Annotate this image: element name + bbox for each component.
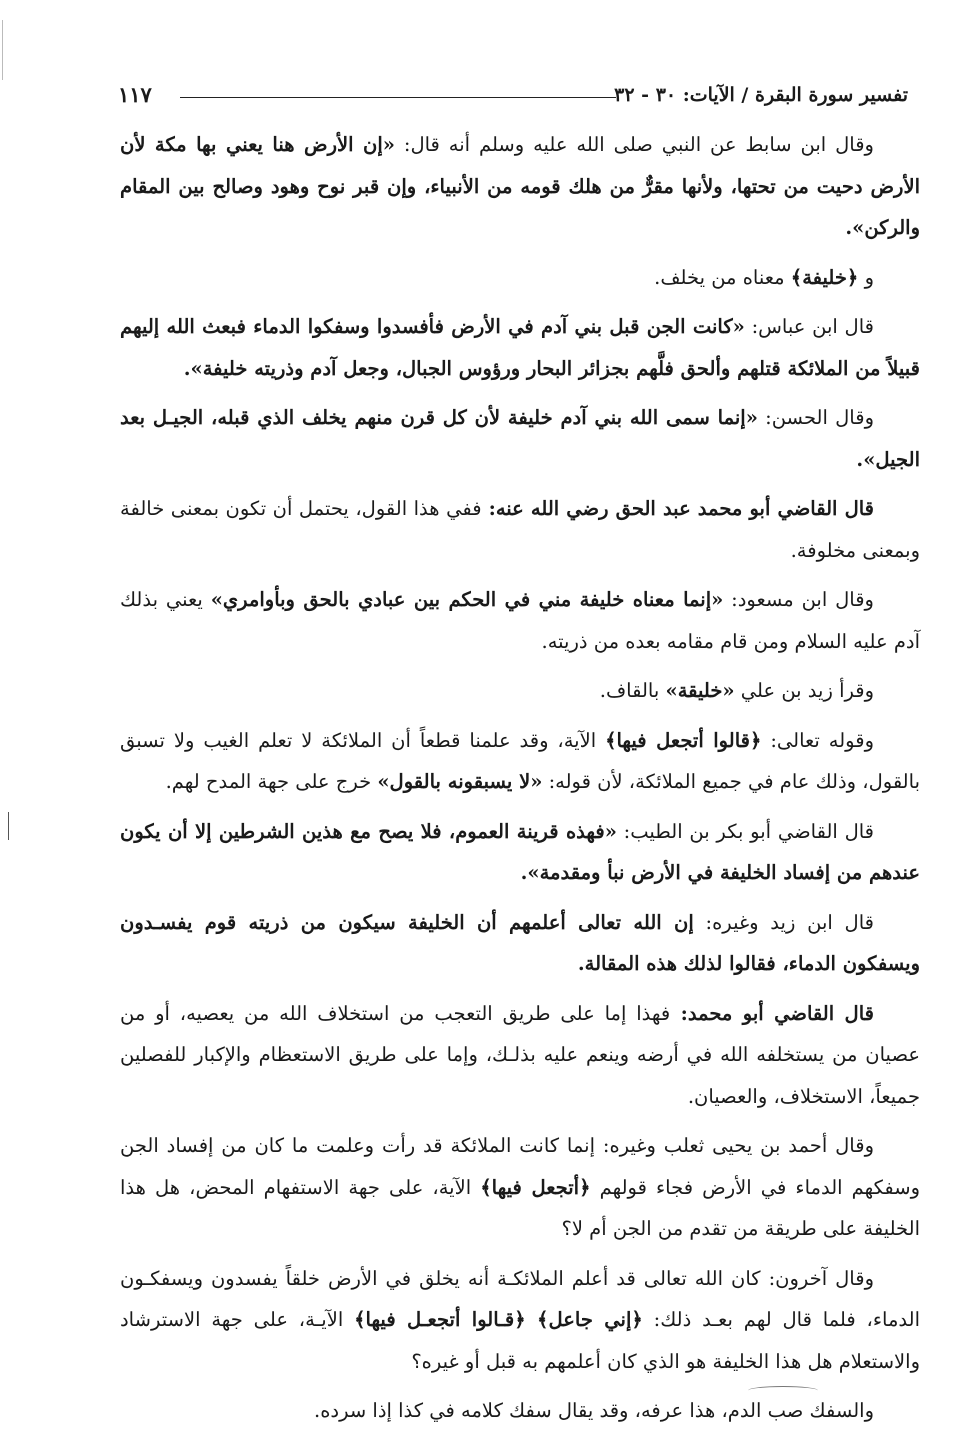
text-run: وقال الحسن: bbox=[757, 406, 874, 429]
page-number: ١١٧ bbox=[118, 82, 152, 107]
paragraph bbox=[120, 579, 920, 662]
text-run: وقال ابن سابط عن النبي صلى الله عليه وسلم أنه قال: bbox=[394, 133, 874, 156]
text-run: وقال ابن مسعود: bbox=[723, 588, 874, 611]
text-run: كان الله تعالى قد أعلم الملائكـة أنه يخلق في الأرض خلقاً يفسدون ويسفكـون الدماء، فلما قال لهم بعـد ذلك: bbox=[120, 1266, 920, 1331]
bold-text-run: «إن الأرض هنا يعني بها مكة لأن الأرض دحيت من تحتها، ولأنها مقرٌّ من هلك قومه من الأنبياء، وإن قبر نوح وهود وصالح بين المقام والركن». bbox=[120, 133, 920, 239]
text-run: و bbox=[858, 265, 874, 289]
text-run: قال ابن زيد وغيره: bbox=[693, 910, 874, 934]
bold-text-run: قال القاضي أبو محمد عبد الحق رضي الله عنه: bbox=[481, 497, 874, 520]
bold-text-run: ﴿إني جاعل﴾ ﴿قـالوا أتجعـل فيها﴾ bbox=[354, 1308, 643, 1331]
text-run: الآية، على جهة الاستفهام المحض، هل هذا الخليفة على طريقة من تقدم من الجن أم لا؟ bbox=[120, 1175, 920, 1240]
paragraph bbox=[120, 124, 920, 249]
text-run: والسفك صب الدم، هذا عرفه، وقد يقال سفك كلامه في كذا إذا سرده. bbox=[314, 1399, 874, 1422]
text-run: الآية، وقد علمنا قطعاً أن الملائكة لا تعلم الغيب ولا تسبق بالقول، وذلك عام في جميع الملائكة، لأن قوله: bbox=[120, 728, 920, 793]
paragraph bbox=[120, 993, 920, 1118]
text-run: ففي هذا القول، يحتمل أن تكون بمعنى خالفة وبمعنى مخلوفة. bbox=[120, 497, 920, 562]
bold-text-run: إن الله تعالى أعلمهم أن الخليفة سيكون من ذريته قوم يفسـدون ويسفكون الدماء، فقالوا لذلك هذه المقالة. bbox=[120, 910, 920, 975]
page-header bbox=[118, 78, 908, 112]
bold-text-run: ﴿قالوا أتجعل فيها﴾ bbox=[605, 728, 762, 752]
margin-mark bbox=[8, 812, 9, 840]
paragraph bbox=[120, 306, 920, 389]
bold-text-run: «كانت الجن قبل بني آدم في الأرض فأفسدوا وسفكوا الدماء فبعث الله إليهم قبيلاً من الملائكة قتلهم وألحق فلَّهم بجزائر البحار ورؤوس الجبال، وجعل آدم وذريته خليفة». bbox=[120, 315, 920, 380]
bold-text-run: «فهذه قرينة العموم، فلا يصح مع هذين الشرطين إلا أن يكون عندهم من إفساد الخليفة في الأرض نبأ ومقدمة». bbox=[120, 819, 920, 884]
bold-text-run: «خليقة» bbox=[665, 679, 735, 702]
paragraph bbox=[120, 720, 920, 803]
paragraph bbox=[120, 1125, 920, 1250]
paragraph bbox=[120, 1258, 920, 1383]
text-run: قال ابن عباس: bbox=[744, 315, 874, 338]
bold-text-run: قال القاضي أبو محمد: bbox=[670, 1001, 874, 1025]
paragraph bbox=[120, 670, 920, 712]
paragraph bbox=[120, 902, 920, 985]
bold-text-run: «إنما سمى الله بني آدم خليفة لأن كل قرن منهم يخلف الذي قبله، الجيـل بعد الجيل». bbox=[120, 406, 920, 471]
running-title: تفسير سورة البقرة / الآيات: ٣٠ - ٣٢ bbox=[614, 84, 908, 106]
paragraph bbox=[120, 257, 920, 299]
text-run: إنما كانت الملائكة قد رأت وعلمت ما كان من إفساد الجن وسفكهم الدماء في الأرض فجاء قولهم bbox=[120, 1134, 921, 1199]
text-run: الآيـة، على جهة الاسترشاد والاستعلام هل هذا الخليفة هو الذي كان أعلمهم به قبل أو غيره؟ bbox=[120, 1308, 920, 1373]
bold-text-run: «إنما معناه خليفة مني في الحكم بين عبادي بالحق وبأوامري» bbox=[210, 588, 724, 611]
paragraph bbox=[120, 1390, 920, 1432]
text-run: وقال آخرون: bbox=[760, 1266, 874, 1290]
paragraph bbox=[120, 397, 920, 480]
text-run: وقوله تعالى: bbox=[761, 728, 874, 752]
body-text bbox=[120, 124, 920, 1440]
footer-smudge bbox=[748, 1386, 818, 1395]
text-run: فهذا إما على طريق التعجب من استخلاف الله من يعصيه، أو من عصيان من يستخلفه الله في أرضه وينعم عليه بذلـك، وإما على طريق الاستعظام والإكبار للفصلين جميعاً، الاستخلاف، والعصيان. bbox=[120, 1001, 920, 1108]
bold-text-run: ﴿خليفة﴾ bbox=[790, 265, 859, 289]
header-rule bbox=[180, 97, 616, 98]
text-run: قال القاضي أبو بكر بن الطيب: bbox=[616, 819, 874, 843]
text-run: وقرأ زيد بن علي bbox=[734, 679, 874, 702]
paragraph bbox=[120, 488, 920, 571]
text-run: معناه من يخلف. bbox=[654, 265, 791, 289]
scan-edge-mark bbox=[2, 20, 3, 80]
bold-text-run: «لا يسبقونه بالقول» bbox=[377, 770, 543, 793]
text-run: خرج على جهة المدح لهم. bbox=[165, 770, 378, 793]
bold-text-run: ﴿أتجعل فيها﴾ bbox=[480, 1175, 591, 1199]
paragraph bbox=[120, 811, 920, 894]
text-run: يعني بذلك آدم عليه السلام ومن قام مقامه بعده من ذريته. bbox=[120, 588, 920, 653]
text-run: بالقاف. bbox=[599, 679, 666, 702]
text-run: وقال أحمد بن يحيى ثعلب وغيره: bbox=[595, 1134, 874, 1157]
